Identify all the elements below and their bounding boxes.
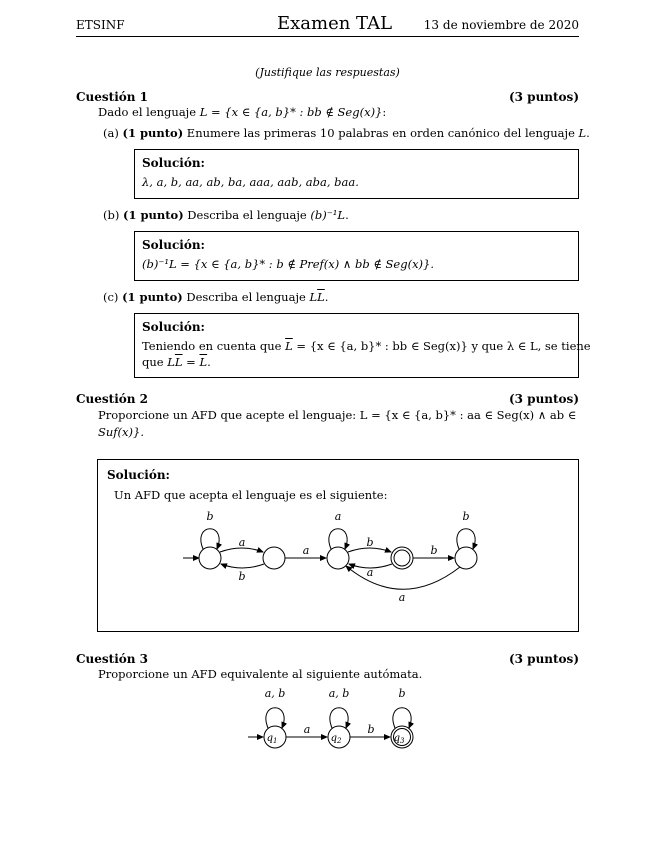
q1c-sol-l1-pre: Teniendo en cuenta que [142,339,286,353]
q1b-text-post: . [345,208,349,222]
q1c-sol-l2-bar: $\overline{L}$ [174,355,183,369]
header-left: ETSINF [76,18,125,32]
q1a-solution-text: λ, a, b, aa, ab, ba, aaa, aab, aba, baa. [142,175,359,189]
q1c-sol-l2-pre: que [142,355,168,369]
q2-label-t12: a [238,536,246,549]
q1c-solution-title: Solución: [142,320,205,334]
q2-solution-text: Un AFD que acepta el lenguaje es el siguiente: [114,488,388,502]
q1-points: (3 puntos) [508,90,579,104]
q3-loop-q2 [330,708,348,728]
q3-q3-sub: 3 [399,737,405,745]
q1c-label: (c) [103,290,119,304]
q3-label-t23: b [367,723,375,736]
q2-statement-line2: Suf(x)}. [98,425,144,439]
q1c-sol-l2-eq: = [182,355,200,369]
q1a-points: (1 punto) [122,126,184,140]
q1a-solution-title: Solución: [142,156,205,170]
q1b-text-pre: Describa el lenguaje [187,208,311,222]
q1-statement-math: L = {x ∈ {a, b}* : bb ∉ Seg(x)} [199,105,383,119]
q3-label-t12: a [303,723,311,736]
q2-label-loop3: a [334,510,342,523]
q3-points: (3 puntos) [508,652,579,666]
q1-statement-post: : [382,105,387,119]
q1-title: Cuestión 1 [76,90,149,104]
q1c-text-math-a: L [309,290,318,304]
q1b-label: (b) [103,208,120,222]
q1b-solution-title: Solución: [142,238,205,252]
q1c-text-post: . [324,290,329,304]
q1c-text-math-b: $\overline{L}$ [317,290,325,304]
q2-label-t53: a [398,591,406,604]
header-date: 13 de noviembre de 2020 [423,18,579,32]
q3-title: Cuestión 3 [76,652,149,666]
q3-q2-letter: q [330,733,337,744]
q1c-points: (1 punto) [122,290,183,304]
q3-statement: Proporcione un AFD equivalente al siguiente autómata. [98,667,423,681]
q1c-sol-l2-a: L [167,355,175,369]
q2-label-t45: b [430,544,438,557]
q1a-text-math: L [578,126,587,140]
q2-label-t21: b [238,570,246,583]
q1-statement-pre: Dado el lenguaje [98,105,200,119]
q3-label-loop1: a, b [264,687,286,700]
q3-q2-sub: 2 [336,737,342,745]
page-title: Examen TAL [277,13,393,34]
q3-q1-letter: q [266,733,273,744]
q2-solution-title: Solución: [107,468,170,482]
q2-label-loop1: b [206,510,214,523]
q3-label-loop2: a, b [328,687,350,700]
q2-label-t34: b [366,536,374,549]
q2-label-loop5: b [462,510,470,523]
instructions: (Justifique las respuestas) [255,66,400,79]
q2-label-t23: a [302,544,310,557]
q3-label-loop3: b [398,687,406,700]
q1c-sol-l2-post: . [207,355,211,369]
q1b-points: (1 punto) [123,208,184,222]
q1a-text-post: . [586,126,590,140]
q1c-sol-l1-mid: = {x ∈ {a, b}* : bb ∈ Seg(x)} y que λ ∈ L, se tiene [292,339,591,353]
q2-title: Cuestión 2 [76,392,149,406]
q2-points: (3 puntos) [508,392,579,406]
q3-loop-q1 [266,708,284,728]
q1a-text-pre: Enumere las primeras 10 palabras en orden canónico del lenguaje [186,126,579,140]
q3-loop-q3 [393,708,411,728]
q1b-text-math: (b)⁻¹L [310,208,346,222]
q2-statement-line1: Proporcione un AFD que acepte el lenguaje: L = {x ∈ {a, b}* : aa ∈ Seg(x) ∧ ab ∈ [98,408,577,422]
q2-label-t43: a [366,566,374,579]
q1a-label: (a) [103,126,119,140]
q1c-sol-l2-bar2: $\overline{L}$ [199,355,208,369]
q3-q3-letter: q [393,733,400,744]
q1c-text-pre: Describa el lenguaje [186,290,310,304]
q3-q1-sub: 1 [272,737,278,745]
q1b-solution-text: (b)⁻¹L = {x ∈ {a, b}* : b ∉ Pref(x) ∧ bb ∉ Seg(x)}. [142,257,435,271]
q1c-sol-l1-bar: $\overline{L}$ [285,339,293,353]
